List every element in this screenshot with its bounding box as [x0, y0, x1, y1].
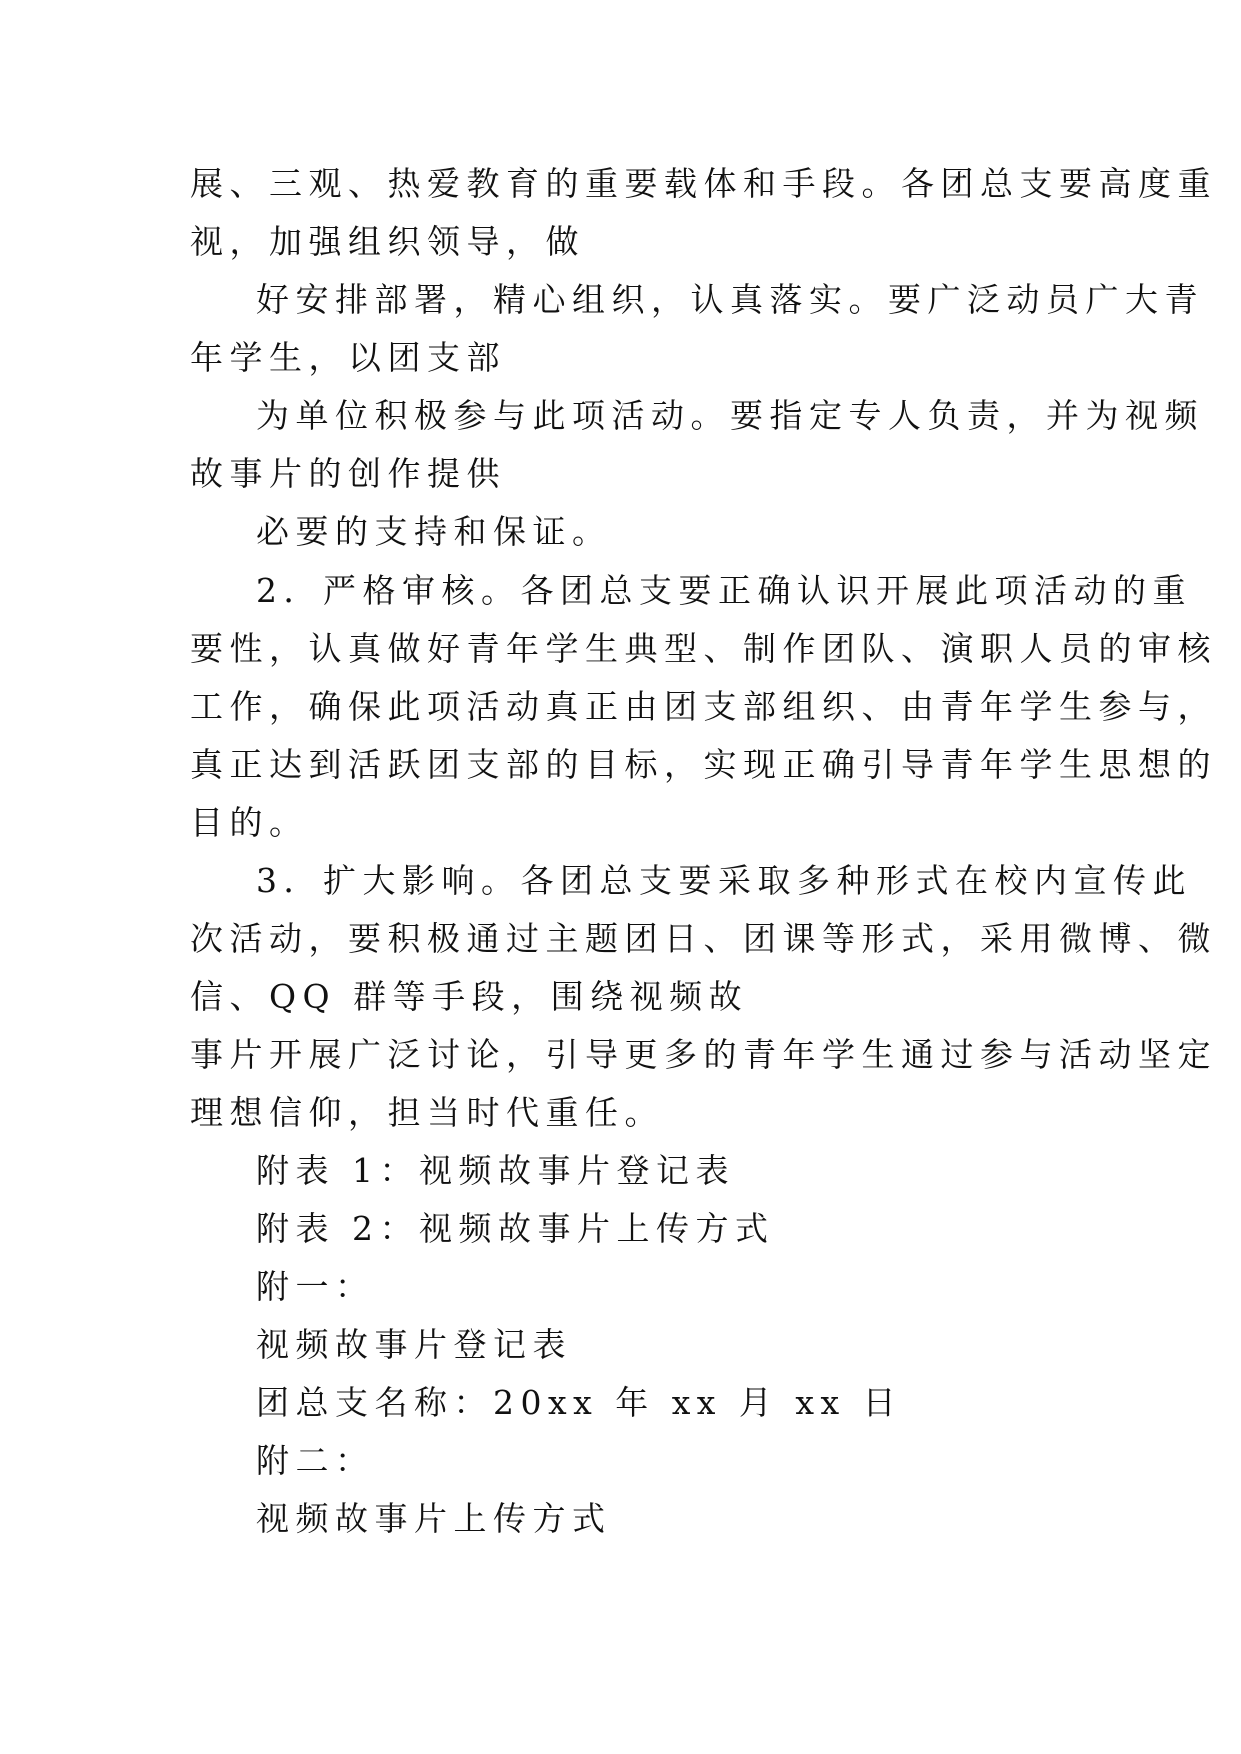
body-text-line: 目的。 [190, 803, 309, 842]
body-text-line: 信、QQ 群等手段，围绕视频故 [190, 977, 749, 1016]
body-text-line: 必要的支持和保证。 [256, 512, 612, 551]
appendix-table-1-reference: 附表 1：视频故事片登记表 [256, 1151, 735, 1190]
list-item-3-heading: 3．扩大影响。各团总支要采取多种形式在校内宣传此 [256, 861, 1192, 900]
appendix-one-heading: 附一： [256, 1267, 375, 1306]
body-text-line: 事片开展广泛讨论，引导更多的青年学生通过参与活动坚定 [190, 1035, 1217, 1074]
upload-method-title: 视频故事片上传方式 [256, 1499, 612, 1538]
body-text-line: 真正达到活跃团支部的目标，实现正确引导青年学生思想的 [190, 745, 1217, 784]
appendix-two-heading: 附二： [256, 1441, 375, 1480]
body-text-line: 要性，认真做好青年学生典型、制作团队、演职人员的审核 [190, 629, 1217, 668]
body-text-line: 次活动，要积极通过主题团日、团课等形式，采用微博、微 [190, 919, 1217, 958]
body-text-line: 工作，确保此项活动真正由团支部组织、由青年学生参与， [190, 687, 1217, 726]
body-text-line: 理想信仰，担当时代重任。 [190, 1093, 664, 1132]
body-text-line: 故事片的创作提供 [190, 454, 506, 493]
branch-name-date-line: 团总支名称：20xx 年 xx 月 xx 日 [256, 1383, 903, 1422]
appendix-table-2-reference: 附表 2：视频故事片上传方式 [256, 1209, 775, 1248]
body-text-line: 好安排部署，精心组织，认真落实。要广泛动员广大青 [256, 280, 1204, 319]
body-text-line: 视，加强组织领导，做 [190, 222, 585, 261]
body-text-line: 展、三观、热爱教育的重要载体和手段。各团总支要高度重 [190, 164, 1217, 203]
body-text-line: 为单位积极参与此项活动。要指定专人负责，并为视频 [256, 396, 1204, 435]
body-text-line: 年学生，以团支部 [190, 338, 506, 377]
registration-form-title: 视频故事片登记表 [256, 1325, 572, 1364]
list-item-2-heading: 2．严格审核。各团总支要正确认识开展此项活动的重 [256, 571, 1192, 610]
